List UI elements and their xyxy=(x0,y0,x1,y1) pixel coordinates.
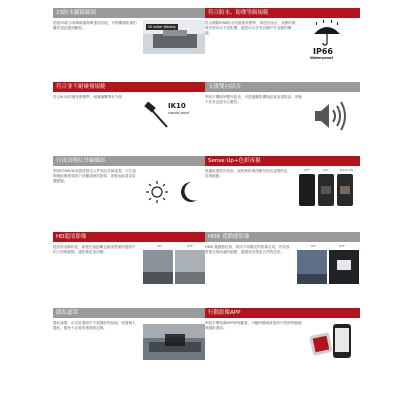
section-title: HDR 寬動態影像 xyxy=(205,232,360,242)
section-text: HDR 寬動態技術，利用不同曝光的影像合成，有效改善強光與暗處的細節，讓畫面呈現更自然的色彩。 xyxy=(205,245,290,254)
section-waterproof-lens xyxy=(53,8,208,66)
phone-image xyxy=(333,324,351,358)
waterproof-label: Waterproof xyxy=(310,56,334,60)
section-text: 利用手機免費APP即時觀看，可隨時隨地掌握家中的即時動態與錄影畫面。 xyxy=(205,321,302,330)
lens-photo xyxy=(143,20,207,54)
wading-badge: 50 meter Wading xyxy=(148,25,176,29)
hd-photo-off xyxy=(175,250,205,284)
section-text: 搭配2S防水與單鏡頭與單畫面功能，可將攝錄影像拍攝的超清畫面觀看。 xyxy=(53,21,137,30)
section-title: 支援雙向語音 xyxy=(205,82,360,92)
label-off: OFF xyxy=(187,244,193,248)
section-text: 符合IK10防撞等級標準，耐撞撞擊專有外殼 xyxy=(53,95,123,99)
section-hdr xyxy=(205,232,360,290)
section-day-night xyxy=(53,156,208,214)
umbrella-icon xyxy=(311,20,343,46)
section-text: 符合國際IP66防水防塵最高標準，即使在雨水、灰塵的環境中使用亦不受影響，讓您可以享受各種戶外活動的樂趣。 xyxy=(205,21,296,35)
phone-screen-plus-on xyxy=(337,174,353,206)
section-text: 透過低照度的技術，能夠使影像清晰呈現出夜間的色彩與細節。 xyxy=(205,169,288,178)
section-title: 符合防水、防塵等級規範 xyxy=(205,8,360,18)
label-off: OFF xyxy=(339,244,345,248)
section-ik10 xyxy=(53,82,208,140)
vandal-proof-label: vandal proof xyxy=(168,111,190,115)
phone-screen-off xyxy=(299,174,315,206)
hdr-photo-on xyxy=(297,250,327,284)
ik10-label: IK10 xyxy=(168,102,186,110)
section-title: 符合並不耐碰撞規範 xyxy=(53,82,208,92)
speaker-icon xyxy=(313,100,349,132)
section-text: 隱私遮罩，可自訂畫面中不需錄影的區域，保護個人隱私，避免不必要的畫面被記錄。 xyxy=(53,321,136,330)
section-two-way-audio xyxy=(205,82,360,140)
sun-icon xyxy=(145,180,169,204)
ip66-label: IP66 xyxy=(313,47,333,56)
label-off: OFF xyxy=(304,168,310,172)
section-text: 提供高清解析度，即使在遠距離也能清楚識別畫面中的人物與細節，讓影像更加清晰。 xyxy=(53,245,136,254)
section-hd-image xyxy=(53,232,208,290)
section-title: 隱私遮罩 xyxy=(53,308,208,318)
label-on: ON xyxy=(323,168,328,172)
section-text: 利用手機即時雙向語音，可透過攝影機與訪客直接對話，即使不在家也能安心應答。 xyxy=(205,95,303,104)
section-sense-up xyxy=(205,156,360,214)
section-title: 2S防水攝錄鏡頭 xyxy=(53,8,208,18)
section-privacy-mask xyxy=(53,308,208,366)
section-title: HD超清影像 xyxy=(53,232,208,242)
privacy-mask-photo xyxy=(143,324,207,360)
section-ip66 xyxy=(205,8,360,66)
hdr-photo-off xyxy=(329,250,359,284)
phone-screen-on xyxy=(318,174,334,206)
section-title: 行動影像APP xyxy=(205,308,360,318)
section-mobile-app xyxy=(205,308,360,366)
hd-photo-on xyxy=(143,250,173,284)
label-on: ON xyxy=(311,244,316,248)
label-plus-on: PLUS ON xyxy=(340,168,353,172)
tablet-image xyxy=(309,332,333,356)
label-on: ON xyxy=(157,244,162,248)
moon-icon xyxy=(177,180,199,204)
section-text: 利用STARVIS高感度感光元件與紅外線夜視，可在夜間與低照度環境下拍攝清晰的影像，夜晚也能看見周遭動態。 xyxy=(53,169,137,183)
section-title: Sense Up+色彩夜視 xyxy=(205,156,360,166)
section-title: 日夜切換紅外線攝影 xyxy=(53,156,208,166)
hammer-icon xyxy=(143,102,171,130)
